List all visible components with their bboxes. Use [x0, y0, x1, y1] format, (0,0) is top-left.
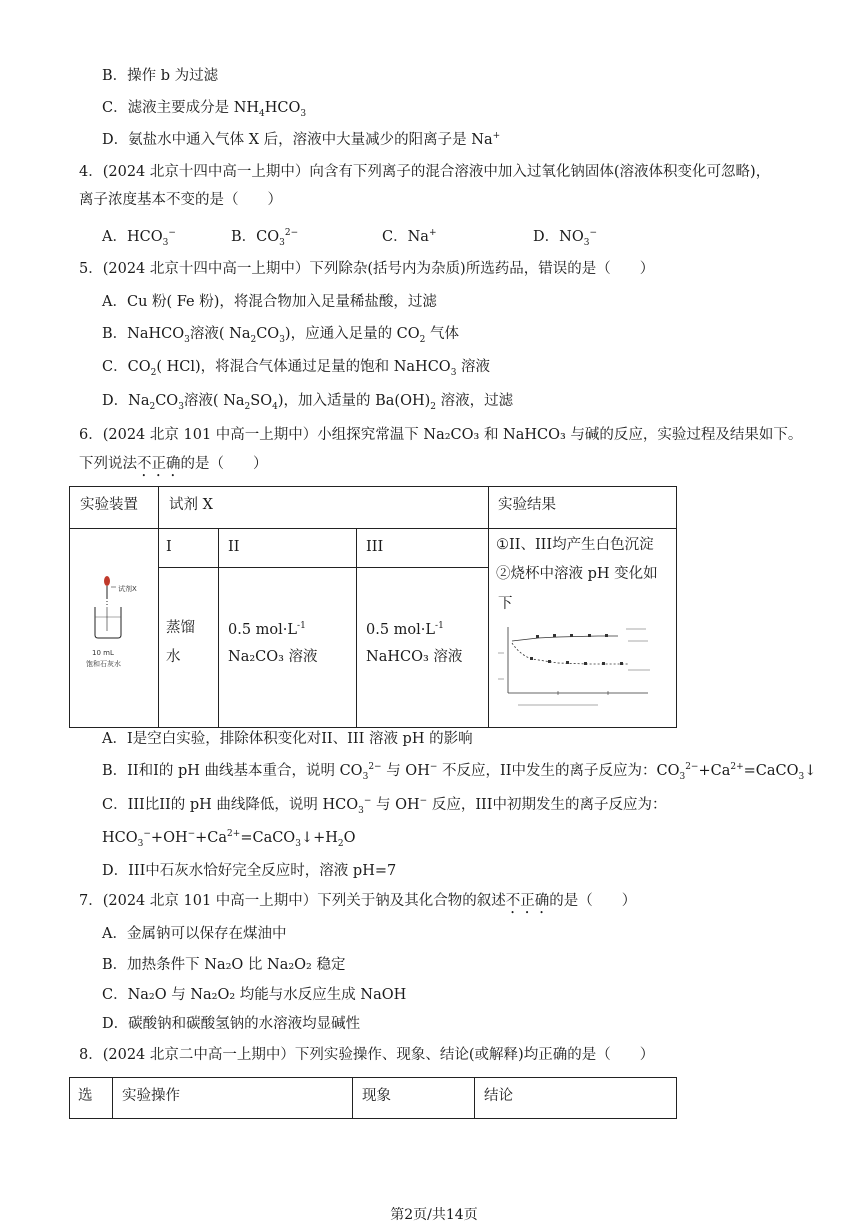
q8-header-select: 选	[78, 1088, 93, 1104]
q4-option-c: C．Na+	[382, 228, 437, 245]
q7-option-d: D．碳酸钠和碳酸氢钠的水溶液均显碱性	[102, 1016, 361, 1032]
q8-header-phenomenon: 现象	[362, 1088, 391, 1104]
q4-option-b: B．$CO_3^{2-}$	[231, 228, 299, 248]
table-col-i: I	[166, 539, 172, 555]
table-cell-iii-line2: NaHCO₃ 溶液	[366, 649, 463, 665]
table-result-line1: ①II、III均产生白色沉淀	[496, 537, 654, 553]
table-col-ii: II	[228, 539, 240, 555]
q6-table	[69, 486, 677, 728]
ph-curve-figure	[498, 617, 666, 713]
q7-option-a: A．金属钠可以保存在煤油中	[102, 926, 287, 942]
q3-option-c: C．滤液主要成分是 $NH_4HCO_3$	[102, 100, 307, 119]
table-cell-ii-line2: Na₂CO₃ 溶液	[228, 649, 318, 665]
q8-table-header	[69, 1077, 677, 1119]
q4-stem-line1: 4．(2024 北京十四中高一上期中）向含有下列离子的混合溶液中加入过氧化钠固体(溶液体积变化可忽略)，	[79, 164, 771, 180]
table-cell-i-line1: 蒸馏	[166, 620, 195, 636]
q5-option-a: A．Cu 粉( Fe 粉)，将混合物加入足量稀盐酸，过滤	[102, 294, 437, 310]
q6-stem-line1: 6．(2024 北京 101 中高一上期中）小组探究常温下 Na₂CO₃ 和 NaHCO₃ 与碱的反应，实验过程及结果如下。	[79, 427, 803, 443]
apparatus-label-reagent: 试剂X	[118, 585, 137, 593]
q5-option-d: D．$Na_2CO_3$溶液( $Na_2SO_4$)，加入适量的 $Ba(OH)_2$ 溶液，过滤	[102, 393, 514, 412]
table-cell-ii-line1: 0.5 $mol\cdot L^{-1}$	[228, 621, 306, 638]
page-footer: 第2页/共14页	[390, 1207, 478, 1223]
q6-option-c-line2: $HCO_3^-+OH^-+Ca^{2+}=CaCO_3↓+H_2O$	[102, 829, 356, 849]
q7-option-b: B．加热条件下 Na₂O 比 Na₂O₂ 稳定	[102, 957, 346, 973]
q6-option-c-line1: C．III比II的 pH 曲线降低，说明 $HCO_3^-$ 与 OH− 反应，III中初期发生的离子反应为：	[102, 796, 667, 816]
q7-option-c: C．Na₂O 与 Na₂O₂ 均能与水反应生成 NaOH	[102, 987, 407, 1003]
q4-option-d: D．$NO_3^-$	[533, 228, 597, 248]
q3-option-d: D．氨盐水中通入气体 X 后，溶液中大量减少的阳离子是 Na+	[102, 131, 501, 148]
table-col-iii: III	[366, 539, 384, 555]
q7-stem: 7．(2024 北京 101 中高一上期中）下列关于钠及其化合物的叙述不正确的是（ ）	[79, 893, 637, 909]
q4-option-a: A．$HCO_3^-$	[102, 228, 176, 248]
q6-option-a: A．I是空白实验，排除体积变化对II、III 溶液 pH 的影响	[102, 731, 473, 747]
q3-option-b: B．操作 b 为过滤	[102, 68, 219, 84]
q4-stem-line2: 离子浓度基本不变的是（ ）	[79, 192, 282, 208]
table-result-line2: ②烧杯中溶液 pH 变化如	[496, 566, 658, 582]
q8-header-operation: 实验操作	[122, 1088, 180, 1104]
q5-option-b: B．NaHCO$_3$溶液( $Na_2CO_3$)，应通入足量的 $CO_2$ 气体	[102, 326, 460, 345]
table-header-device: 实验装置	[80, 497, 138, 513]
q5-option-c: C．$CO_2$( HCl)，将混合气体通过足量的饱和 NaHCO$_3$ 溶液	[102, 359, 491, 378]
q8-stem: 8．(2024 北京二中高一上期中）下列实验操作、现象、结论(或解释)均正确的是（ ）	[79, 1047, 655, 1063]
q5-stem: 5．(2024 北京十四中高一上期中）下列除杂(括号内为杂质)所选药品，错误的是（ ）	[79, 261, 655, 277]
apparatus-figure	[80, 571, 154, 681]
table-header-reagent: 试剂 X	[169, 497, 213, 513]
apparatus-label-volume: 10 mL	[92, 649, 114, 657]
apparatus-label-solution: 饱和石灰水	[86, 660, 121, 668]
q6-option-b: B．II和I的 pH 曲线基本重合，说明 $CO_3^{2-}$ 与 OH− 不反应，II中发生的离子反应为：$CO_3^{2-}+Ca^{2+}=CaCO_3↓$	[102, 762, 817, 782]
table-cell-i-line2: 水	[166, 649, 181, 665]
table-cell-iii-line1: 0.5 $mol\cdot L^{-1}$	[366, 621, 444, 638]
q6-stem-line2: 下列说法不正确的是（ ）	[79, 456, 268, 472]
table-header-result: 实验结果	[498, 497, 556, 513]
q6-option-d: D．III中石灰水恰好完全反应时，溶液 pH=7	[102, 863, 397, 879]
table-result-line3: 下	[498, 596, 513, 612]
q8-header-conclusion: 结论	[484, 1088, 513, 1104]
